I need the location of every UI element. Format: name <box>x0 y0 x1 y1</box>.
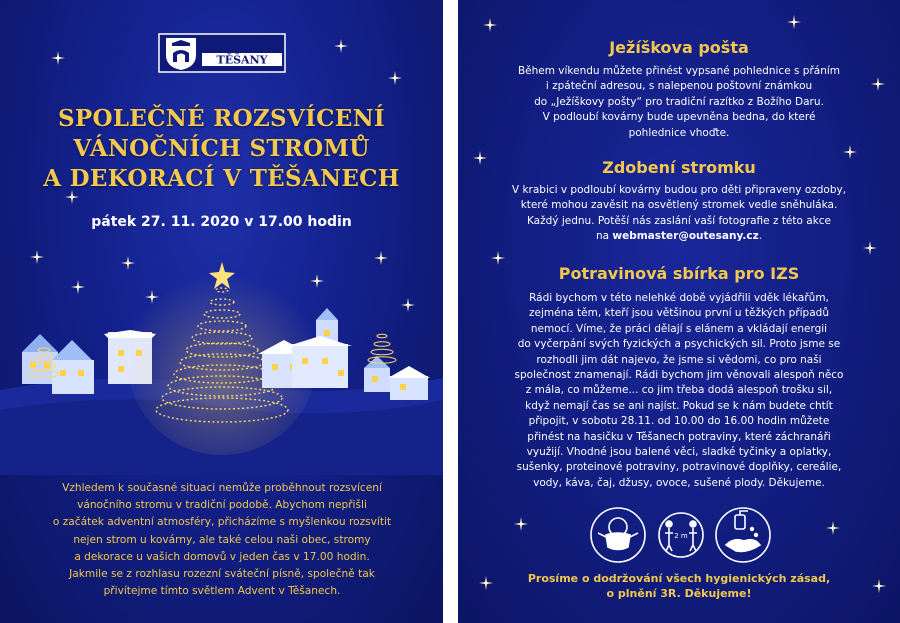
section-title-jeziskova-posta: Ježíškova pošta <box>609 38 749 57</box>
intro-line: nejen strom u kovárny, ale také celou naši obec, stromy <box>73 533 371 546</box>
intro-line: o začátek adventní atmosféry, přicházíme s myšlenkou rozsvítit <box>52 516 392 529</box>
body-line: využijí. Vhodné jsou balené věci, sladké tyčinky a oplatky, <box>526 446 832 459</box>
small-tree-right <box>368 334 396 363</box>
section-title-zdobeni-stromku: Zdobení stromku <box>602 158 756 177</box>
intro-line: Jakmile se z rozhlasu rozezní sváteční písně, společně tak <box>69 568 375 581</box>
hand-sanitize-icon <box>716 508 770 562</box>
body-line: přinést na hasičku v Těšanech potraviny, které záchranáři <box>527 430 831 443</box>
star-icon <box>826 521 840 535</box>
section-title-potravinova-sbirka: Potravinová sbírka pro IZS <box>558 264 800 283</box>
hygiene-icons <box>588 505 773 565</box>
body-line: zejména těm, kteří jsou většinou první u těžkých případů <box>529 307 829 320</box>
house-right-3 <box>288 336 352 388</box>
body-line: V krabici v podloubí kovárny budou pro děti připraveny ozdoby, <box>511 184 847 196</box>
email-suffix: . <box>758 230 763 243</box>
email-line <box>458 229 900 244</box>
footer-line: Prosíme o dodržování všech hygienických zásad, <box>527 572 831 585</box>
section-body-jeziskova-posta <box>458 64 900 141</box>
house-right-4 <box>364 356 390 392</box>
title-line: SPOLEČNÉ ROZSVÍCENÍ <box>58 105 385 132</box>
star-icon <box>334 39 348 53</box>
hygiene-footer <box>458 571 900 601</box>
logo-text: TĚŠANY <box>216 53 268 67</box>
body-line: když nemají čas se ani najíst. Pokud se k nám budete chtít <box>525 399 833 412</box>
body-line: do „Ježíškovy pošty“ pro tradiční razítko z Božího Daru. <box>534 95 824 108</box>
event-date: pátek 27. 11. 2020 v 17.00 hodin <box>91 214 352 230</box>
body-line: nemocí. Víme, že práci dělají s elánem a vkládají energii <box>530 322 828 335</box>
body-line: rozhodli jim dát najevo, že jsme si vědomi, co pro naši <box>536 353 822 366</box>
house-left-2 <box>52 340 94 394</box>
star-icon <box>843 145 857 159</box>
body-line: do vyčerpání svých fyzických a psychických sil. Proto jsme se <box>517 338 841 351</box>
email-link[interactable]: webmaster@outesany.cz <box>612 230 759 243</box>
face-mask-icon <box>591 508 645 562</box>
star-icon <box>388 71 402 85</box>
body-line: společnost znamenají. Rádi bychom jim věnovali alespoň něco <box>514 369 844 382</box>
distance-icon <box>659 513 703 557</box>
body-line: vody, káva, čaj, džusy, ovoce, sušené plody. Děkujeme. <box>533 476 825 489</box>
distance-label: 2 m <box>674 532 688 540</box>
intro-line: přivítejme tímto světlem Advent v Těšanech. <box>103 585 341 598</box>
intro-line: Vzhledem k současné situaci nemůže proběhnout rozsvícení <box>62 482 382 494</box>
body-line: z mála, co můžeme... co jim třeba dodá alespoň trošku sil, <box>525 384 833 397</box>
body-line: i zpáteční adresou, s nalepenou poštovní známkou <box>545 80 813 93</box>
right-info-panel <box>458 0 900 623</box>
star-icon <box>787 15 801 29</box>
house-right-5 <box>388 366 430 400</box>
section-body-potravinova-sbirka <box>458 291 900 491</box>
section-body-zdobeni-stromku <box>458 183 900 245</box>
body-line: Rádi bychom v této nelehké době vyjádřili vděk lékařům, <box>529 292 829 304</box>
body-line: Každý jednu. Potěší nás zaslání vaší fotografie z této akce <box>526 214 832 227</box>
village-logo <box>158 33 286 73</box>
star-icon <box>514 517 528 531</box>
body-line: pohlednice vhoďte. <box>628 126 730 139</box>
body-line: sušenky, proteinové potraviny, potravinové doplňky, cereálie, <box>516 461 842 474</box>
star-icon <box>491 251 505 265</box>
footer-line: o plnění 3R. Děkujeme! <box>606 587 752 600</box>
title-line: A DEKORACÍ V TĚŠANECH <box>43 165 400 192</box>
email-prefix: na <box>595 230 613 243</box>
intro-text <box>22 480 422 600</box>
body-line: připojit, v sobotu 28.11. od 10.00 do 16.00 hodin můžete <box>528 415 830 428</box>
body-line: které mohou zavěsit na osvětlený stromek vedle sněhuláka. <box>520 199 838 212</box>
intro-line: vánočního stromu v tradiční podobě. Abychom nepřišli <box>77 499 367 512</box>
star-icon <box>483 18 497 32</box>
left-poster-panel <box>0 0 443 623</box>
title-line: VÁNOČNÍCH STROMŮ <box>73 135 370 162</box>
body-line: Během víkendu můžete přinést vypsané pohlednice s přáním <box>517 65 841 77</box>
poster-title <box>0 104 443 194</box>
body-line: V podloubí kovárny bude upevněna bedna, do které <box>542 111 816 124</box>
village-christmas-scene <box>0 240 443 475</box>
star-icon <box>51 51 65 65</box>
intro-line: a dekorace u vašich domovů v jeden čas v 17.00 hodin. <box>74 550 370 563</box>
